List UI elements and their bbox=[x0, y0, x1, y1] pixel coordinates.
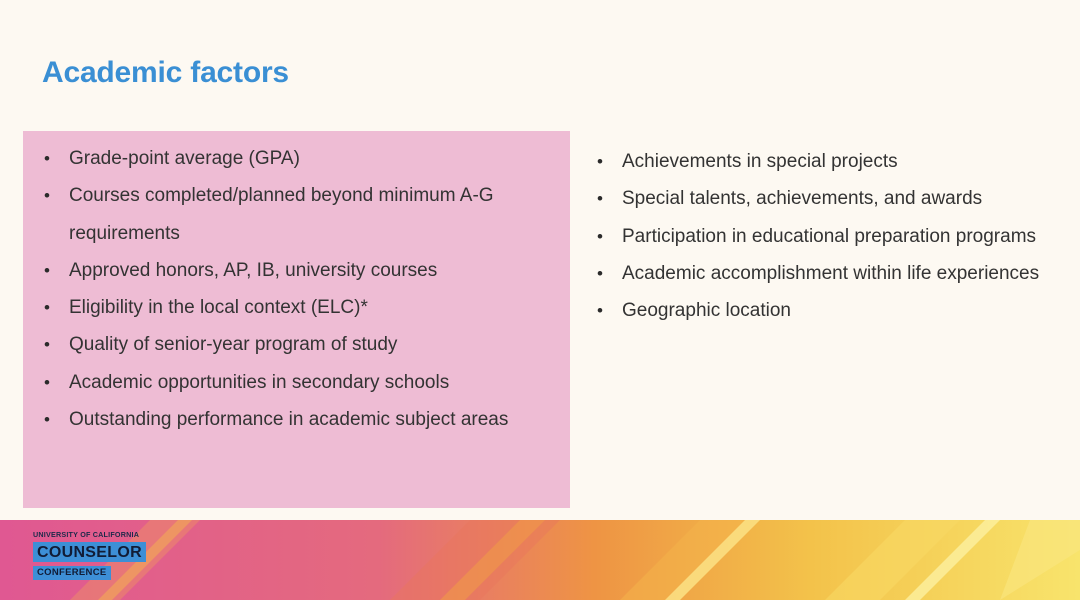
logo-counselor-text: COUNSELOR bbox=[33, 542, 146, 562]
slide-title: Academic factors bbox=[42, 56, 289, 89]
bullet-icon: • bbox=[597, 226, 603, 246]
list-item bbox=[597, 143, 1042, 180]
list-item-text: Participation in educational preparation programs bbox=[622, 225, 1037, 247]
list-item-text: Courses completed/planned beyond minimum A-G requirements bbox=[69, 185, 494, 244]
bullet-icon: • bbox=[597, 152, 603, 171]
bullet-icon: • bbox=[44, 298, 50, 318]
list-item-text: Grade-point average (GPA) bbox=[69, 148, 300, 169]
list-item bbox=[44, 252, 559, 289]
right-bullet-list bbox=[597, 143, 1042, 329]
list-item-text: Geographic location bbox=[622, 300, 791, 322]
list-item bbox=[44, 177, 559, 252]
bullet-icon: • bbox=[44, 186, 50, 206]
bullet-icon: • bbox=[44, 372, 50, 392]
list-item-text: Approved honors, AP, IB, university courses bbox=[69, 259, 438, 281]
list-item-text: Academic opportunities in secondary schools bbox=[69, 371, 450, 393]
list-item-text: Outstanding performance in academic subject areas bbox=[69, 409, 509, 431]
counselor-conference-logo bbox=[33, 530, 148, 580]
bullet-icon: • bbox=[597, 263, 603, 283]
bullet-icon: • bbox=[44, 335, 50, 355]
logo-university-text: UNIVERSITY OF CALIFORNIA bbox=[33, 530, 140, 539]
list-item bbox=[44, 326, 559, 363]
left-bullet-list bbox=[44, 140, 559, 438]
list-item-text: Eligibility in the local context (ELC)* bbox=[69, 297, 368, 319]
bullet-icon: • bbox=[597, 189, 603, 209]
list-item-text: Quality of senior-year program of study bbox=[69, 334, 398, 356]
bullet-icon: • bbox=[44, 149, 50, 168]
list-item bbox=[597, 218, 1042, 255]
bullet-icon: • bbox=[44, 410, 50, 430]
list-item-text: Academic accomplishment within life experiences bbox=[622, 262, 1040, 284]
list-item-text: Achievements in special projects bbox=[622, 151, 898, 172]
list-item bbox=[597, 255, 1042, 292]
logo-conference-text: CONFERENCE bbox=[33, 566, 111, 580]
list-item bbox=[597, 292, 1042, 329]
list-item-text: Special talents, achievements, and awards bbox=[622, 188, 983, 210]
list-item bbox=[597, 180, 1042, 217]
bullet-icon: • bbox=[597, 301, 603, 321]
bullet-icon: • bbox=[44, 260, 50, 280]
list-item bbox=[44, 289, 559, 326]
list-item bbox=[44, 364, 559, 401]
footer-stripes-graphic bbox=[0, 520, 1080, 600]
list-item bbox=[44, 140, 559, 177]
footer-banner bbox=[0, 520, 1080, 600]
list-item bbox=[44, 401, 559, 438]
